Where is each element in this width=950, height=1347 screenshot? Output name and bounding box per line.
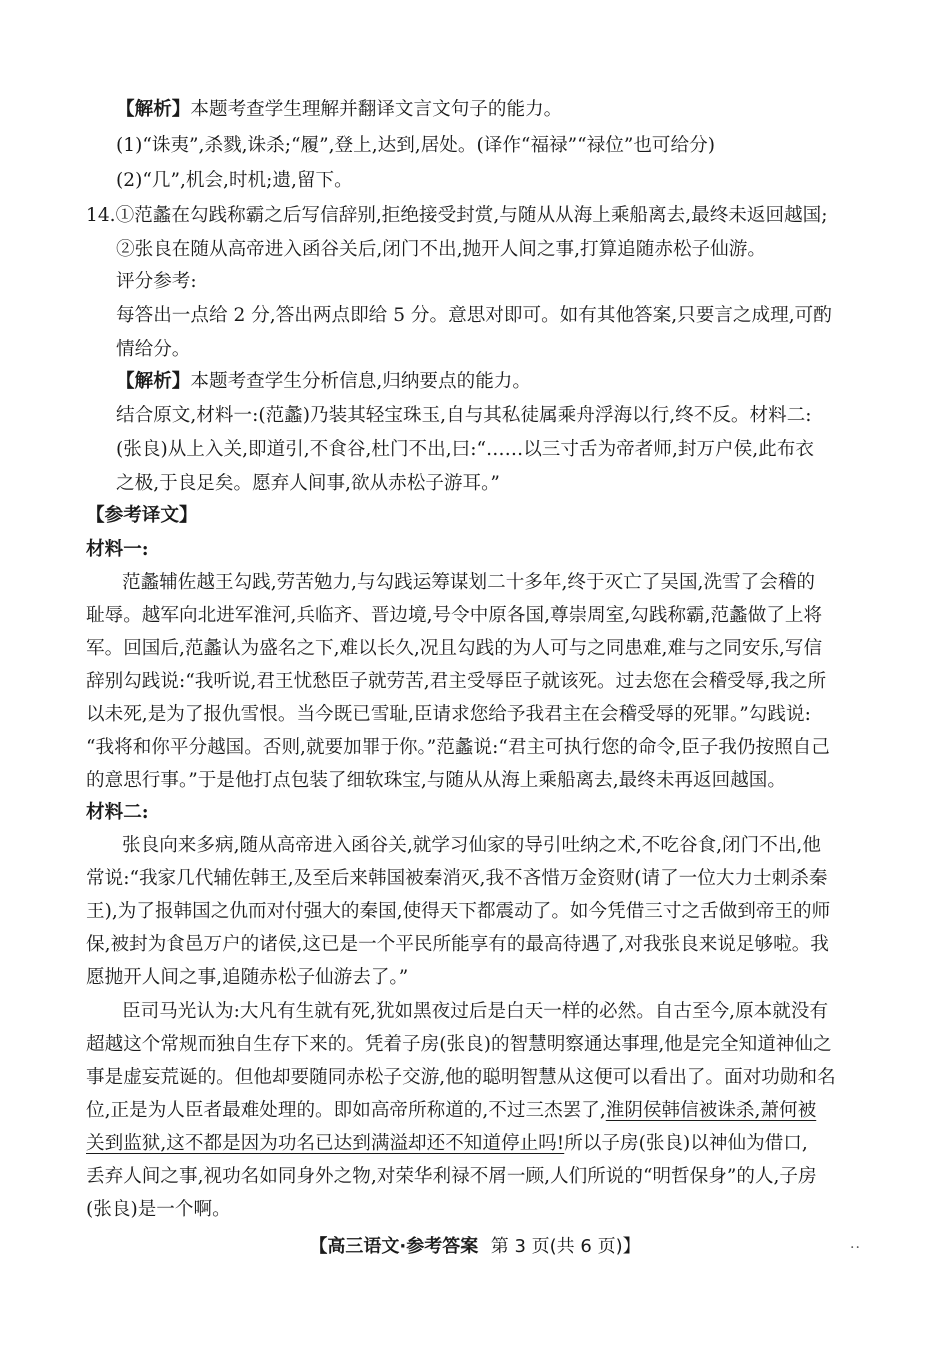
m3-line: (张良)是一个啊。 [86,1199,231,1220]
m1-line: 辞别勾践说:“我听说,君王忧愁臣子就劳苦,君主受辱臣子就该死。过去您在会稽受辱,我之所 [86,671,827,692]
q14-original-line-3: 之极,于良足矣。愿弃人间事,欲从赤松子游耳。” [116,473,500,494]
q14-scoring-title: 评分参考: [116,271,197,292]
m1-line: 范蠡辅佐越王勾践,劳苦勉力,与勾践运筹谋划二十多年,终于灭亡了吴国,洗雪了会稽的 [122,572,816,593]
m3-line: 超越这个常规而独自生存下来的。凭着子房(张良)的智慧明察通达事理,他是完全知道神仙之 [86,1034,832,1055]
m2-line: 愿抛开人间之事,追随赤松子仙游去了。” [86,967,409,988]
translation-heading: 【参考译文】 [86,505,198,526]
q14-scoring-line-1: 每答出一点给 2 分,答出两点即给 5 分。意思对即可。如有其他答案,只要言之成理,可酌 [116,305,832,326]
q14-scoring-line-2: 情给分。 [116,339,191,360]
m2-line: 王),为了报韩国之仇而对付强大的秦国,使得天下都震动了。如今凭借三寸之舌做到帝王的师 [86,901,831,922]
m3-line: 丢弃人间之事,视功名如同身外之物,对荣华利禄不屑一顾,人们所说的“明哲保身”的人,子房 [86,1166,817,1187]
underlined-text: 关到监狱,这不都是因为功名已达到满溢却还不知道停止吗! [86,1133,565,1154]
q14-answer-line-1: 14.①范蠡在勾践称霸之后写信辞别,拒绝接受封赏,与随从从海上乘船离去,最终未返回越国; [86,205,828,226]
m3-line: 位,正是为人臣者最难处理的。即如高帝所称道的,不过三杰罢了,淮阴侯韩信被诛杀,萧何被 [86,1100,817,1121]
q13-analysis: 【解析】本题考查学生理解并翻译文言文句子的能力。 [116,99,563,120]
m1-line: 的意思行事。”于是他打点包装了细软珠宝,与随从从海上乘船离去,最终未再返回越国。 [86,770,786,791]
m3-line: 臣司马光认为:大凡有生就有死,犹如黑夜过后是白天一样的必然。自古至今,原本就没有 [122,1001,829,1022]
m1-line: 耻辱。越军向北进军淮河,兵临齐、晋边境,号令中原各国,尊崇周室,勾践称霸,范蠡做了上将 [86,605,823,626]
m3-line: 事是虚妄荒诞的。但他却要随同赤松子交游,他的聪明智慧从这便可以看出了。面对功勋和名 [86,1067,836,1088]
m2-line: 保,被封为食邑万户的诸侯,这已是一个平民所能享有的最高待遇了,对我张良来说足够啦。我 [86,934,829,955]
q14-original-line-1: 结合原文,材料一:(范蠡)乃装其轻宝珠玉,自与其私徒属乘舟浮海以行,终不反。材料二: [116,405,812,426]
q13-item-1: (1)“诛夷”,杀戮,诛杀;“履”,登上,达到,居处。(译作“福禄”“禄位”也可给分) [116,135,715,156]
q13-item-2: (2)“几”,机会,时机;遗,留下。 [116,170,353,191]
q14-answer-line-2: ②张良在随从高帝进入函谷关后,闭门不出,抛开人间之事,打算追随赤松子仙游。 [116,239,766,260]
m2-line: 常说:“我家几代辅佐韩王,及至后来韩国被秦消灭,我不吝惜万金资财(请了一位大力士刺杀秦 [86,868,828,889]
material-2-title: 材料二: [86,802,149,823]
q14-original-line-2: (张良)从上入关,即道引,不食谷,杜门不出,曰:“……以三寸舌为帝者师,封万户侯,此布衣 [116,439,814,460]
underlined-text: 淮阴侯韩信被诛杀,萧何被 [605,1100,817,1121]
m3-line: 关到监狱,这不都是因为功名已达到满溢却还不知道停止吗!所以子房(张良)以神仙为借口, [86,1133,808,1154]
m1-line: 以未死,是为了报仇雪恨。当今既已雪耻,臣请求您给予我君主在会稽受辱的死罪。”勾践说: [86,704,811,725]
q14-analysis: 【解析】本题考查学生分析信息,归纳要点的能力。 [116,371,531,392]
m1-line: 军。回国后,范蠡认为盛名之下,难以长久,况且勾践的为人可与之同患难,难与之同安乐,写信 [86,638,823,659]
m2-line: 张良向来多病,随从高帝进入函谷关,就学习仙家的导引吐纳之术,不吃谷食,闭门不出,他 [122,835,821,856]
footer-marks: ·· [850,1240,861,1256]
material-1-title: 材料一: [86,539,149,560]
page-footer: 【高三语文·参考答案 第 3 页(共 6 页)】 [309,1236,641,1257]
m1-line: “我将和你平分越国。否则,就要加罪于你。”范蠡说:“君主可执行您的命令,臣子我仍按照自己 [86,737,830,758]
